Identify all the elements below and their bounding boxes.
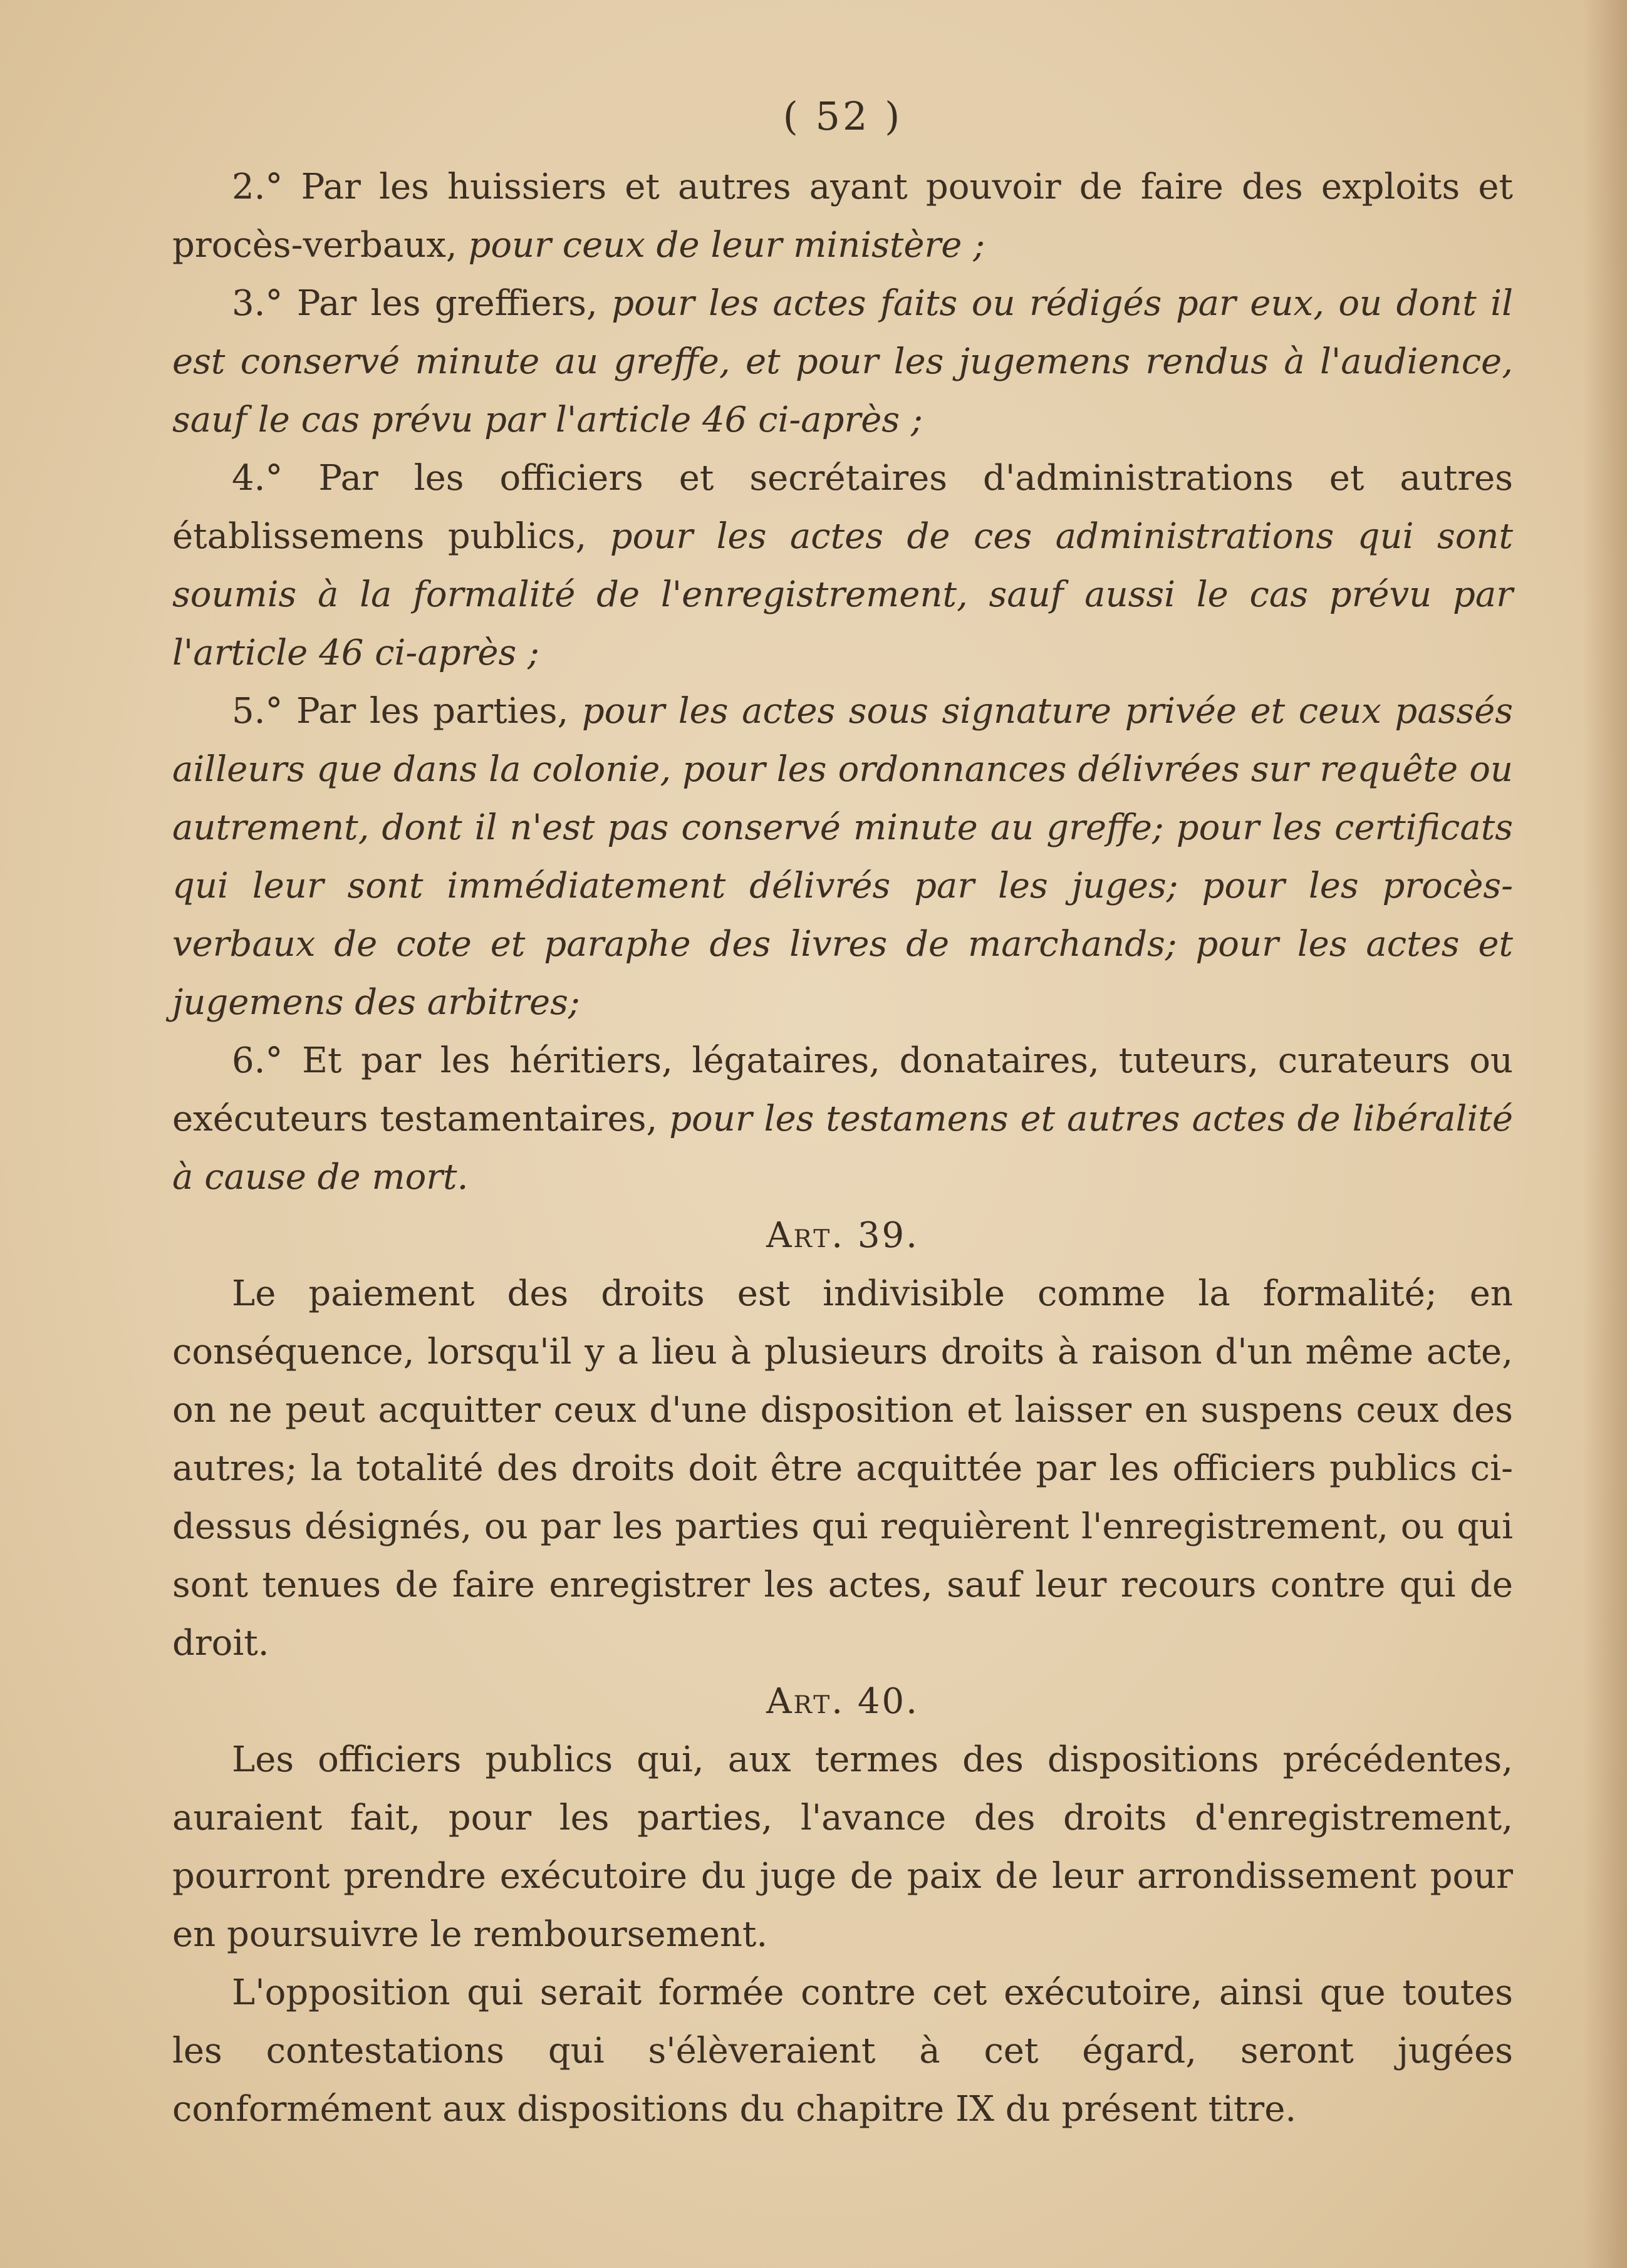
page-number: ( 52 )	[782, 93, 903, 139]
item-6-number: 6.°	[232, 1040, 283, 1081]
item-4-italic: pour les actes de ces administrations qui sont soumis à la formalité de l'enregistrement, sauf aussi le cas prévu par l'article 46 ci-après ;	[172, 516, 1513, 673]
item-4-text: Par les officiers et secrétaires d'administrations et autres établissemens publics,	[172, 458, 1513, 557]
art-39-text: Le paiement des droits est indivisible comme la formalité; en conséquence, lorsqu'il y a lieu à plusieurs droits à raison d'un même acte, on ne peut acquitter ceux d'une disposition et laisser en suspens ceux des autres; la totalité des droits doit être acquittée par les officiers publics ci-dessus désignés, ou par les parties qui requièrent l'enregistrement, ou qui sont tenues de faire enregistrer les actes, sauf leur recours contre qui de droit.	[172, 1273, 1513, 1664]
item-3-italic: pour les actes faits ou rédigés par eux, ou dont il est conservé minute au greffe, et pour les jugemens rendus à l'audience, sauf le cas prévu par l'article 46 ci-après ;	[172, 283, 1513, 440]
item-3-text: Par les greffiers,	[283, 283, 612, 324]
item-5-italic: pour les actes sous signature privée et ceux passés ailleurs que dans la colonie, pour les ordonnances délivrées sur requête ou autrement, dont il n'est pas conservé minute au greffe; pour les certificats qui leur sont immédiatement délivrés par les juges; pour les procès-verbaux de cote et paraphe des livres de marchands; pour les actes et jugemens des arbitres;	[172, 691, 1513, 1023]
item-2-number: 2.°	[232, 167, 283, 207]
item-2	[172, 158, 1513, 274]
item-2-italic: pour ceux de leur ministère ;	[468, 225, 985, 266]
item-2-text: Par les huissiers et autres ayant pouvoir de faire des exploits et procès-verbaux,	[172, 167, 1513, 266]
item-5	[172, 682, 1513, 1032]
item-4-number: 4.°	[232, 458, 283, 499]
item-6-italic: pour les testamens et autres actes de libéralité à cause de mort.	[172, 1099, 1513, 1198]
art-40-text-1: Les officiers publics qui, aux termes des dispositions précédentes, auraient fait, pour les parties, l'avance des droits d'enregistrement, pourront prendre exécutoire du juge de paix de leur arrondissement pour en poursuivre le remboursement.	[172, 1739, 1513, 1955]
item-6	[172, 1032, 1513, 1206]
item-6-text: Et par les héritiers, légataires, donataires, tuteurs, curateurs ou exécuteurs testamentaires,	[172, 1040, 1513, 1139]
art-39-heading: Art. 39.	[766, 1215, 919, 1256]
item-4	[172, 449, 1513, 682]
art-40-heading: Art. 40.	[766, 1681, 919, 1722]
item-5-text: Par les parties,	[283, 691, 582, 732]
text-block	[172, 75, 1513, 2138]
page-edge-shadow	[1583, 0, 1627, 2268]
item-5-number: 5.°	[232, 691, 283, 732]
item-3	[172, 274, 1513, 449]
item-3-number: 3.°	[232, 283, 283, 324]
art-40-text-2: L'opposition qui serait formée contre cet exécutoire, ainsi que toutes les contestations qui s'élèveraient à cet égard, seront jugées conformément aux dispositions du chapitre IX du présent titre.	[172, 1972, 1513, 2130]
